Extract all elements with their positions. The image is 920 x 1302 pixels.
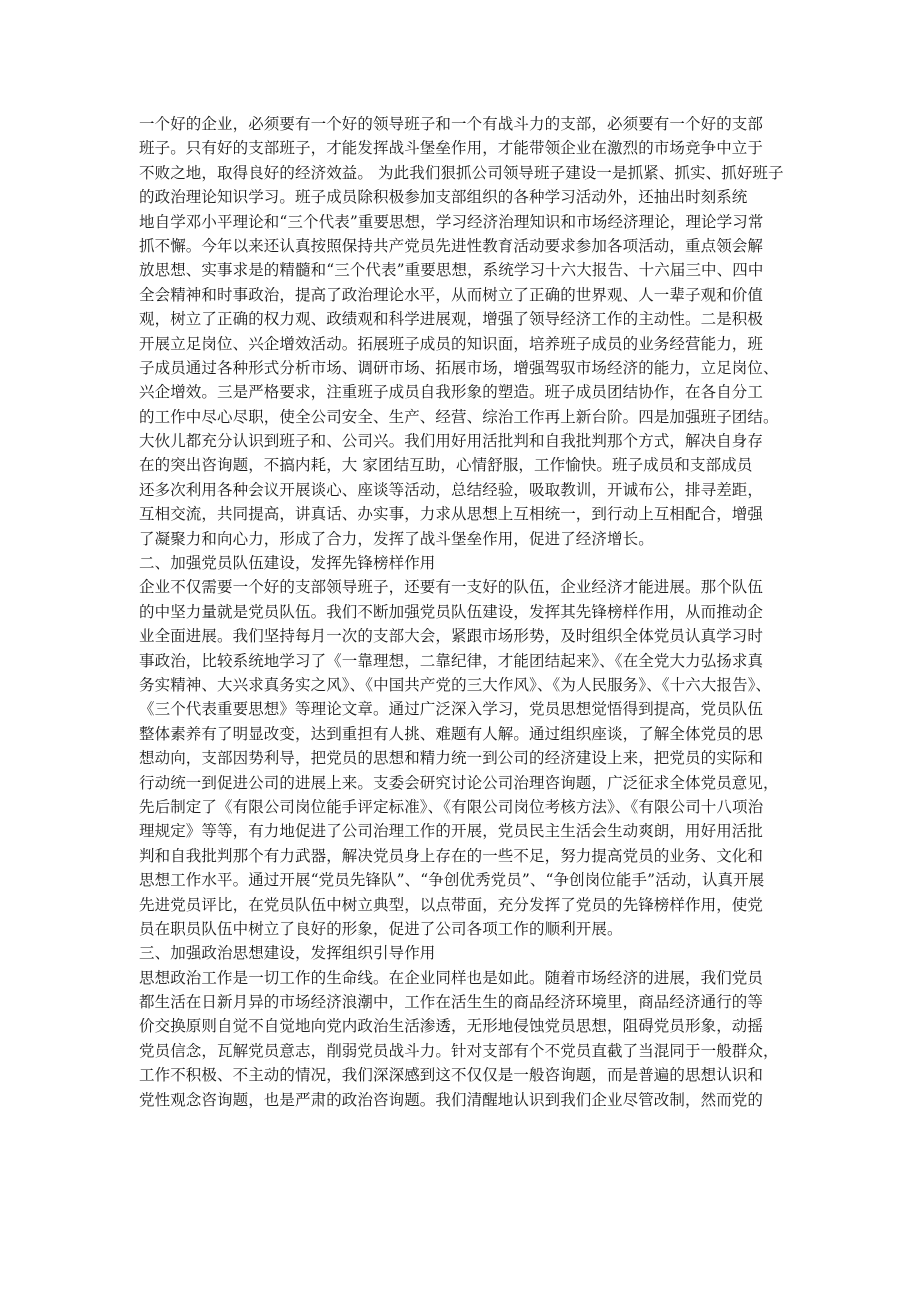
text-line: 班子。只有好的支部班子，才能发挥战斗堡垒作用，才能带领企业在激烈的市场竞争中立于	[139, 139, 764, 158]
text-line: 员在职员队伍中树立了良好的形象，促进了公司各项工作的顺利开展。	[139, 919, 623, 938]
paragraph-1	[139, 112, 789, 551]
text-line: 党性观念咨询题，也是严肃的政治咨询题。我们清醒地认识到我们企业尽管改制，然而党的	[139, 1090, 764, 1109]
section-heading-3: 三、加强政治思想建设，发挥组织引导作用	[139, 944, 436, 963]
text-line: 大伙儿都充分认识到班子和、公司兴。我们用好用活批判和自我批判那个方式，解决自身存	[139, 432, 764, 451]
text-line: 行动统一到促进公司的进展上来。支委会研究讨论公司治理咨询题，广泛征求全体党员意见，	[139, 773, 779, 792]
text-line: 的政治理论知识学习。班子成员除积极参加支部组织的各种学习活动外，还抽出时刻系统	[139, 188, 748, 207]
text-line: 思想工作水平。通过开展“党员先锋队”、“争创优秀党员”、“争创岗位能手”活动，认真开展	[139, 871, 765, 890]
text-line: 价交换原则自觉不自觉地向党内政治生活渗透，无形地侵蚀党员思想，阻碍党员形象，动摇	[139, 1017, 764, 1036]
text-line: 《三个代表重要思想》等理论文章。通过广泛深入学习，党员思想觉悟得到提高，党员队伍	[139, 700, 764, 719]
text-line: 全会精神和时事政治，提高了政治理论水平，从而树立了正确的世界观、人一辈子观和价值	[139, 285, 764, 304]
text-line: 企业不仅需要一个好的支部领导班子，还要有一支好的队伍，企业经济才能进展。那个队伍	[139, 578, 764, 597]
text-line: 地自学邓小平理论和“三个代表”重要思想，学习经济治理知识和市场经济理论，理论学习常	[139, 212, 764, 231]
text-line: 子成员通过各种形式分析市场、调研市场、拓展市场，增强驾驭市场经济的能力，立足岗位、	[139, 358, 779, 377]
section-heading-2: 二、加强党员队伍建设，发挥先锋榜样作用	[139, 554, 436, 573]
text-line: 想动向，支部因势利导，把党员的思想和精力统一到公司的经济建设上来，把党员的实际和	[139, 749, 764, 768]
text-line: 抓不懈。今年以来还认真按照保持共产党员先进性教育活动要求参加各项活动，重点领会解	[139, 236, 764, 255]
text-line: 事政治，比较系统地学习了《一靠理想，二靠纪律，才能团结起来》、《在全党大力弘扬求真	[139, 651, 764, 670]
text-line: 判和自我批判那个有力武器，解决党员身上存在的一些不足，努力提高党员的业务、文化和	[139, 846, 764, 865]
text-line: 一个好的企业，必须要有一个好的领导班子和一个有战斗力的支部，必须要有一个好的支部	[139, 115, 764, 133]
text-line: 务实精神、大兴求真务实之风》、《中国共产党的三大作风》、《为人民服务》、《十六大报告》、	[139, 675, 772, 694]
document-body	[139, 112, 789, 1112]
text-line: 先后制定了《有限公司岗位能手评定标准》、《有限公司岗位考核方法》、《有限公司十八项治	[139, 797, 764, 816]
text-line: 了凝聚力和向心力，形成了合力，发挥了战斗堡垒作用，促进了经济增长。	[139, 529, 654, 548]
text-line: 整体素养有了明显改变，达到重担有人挑、难题有人解。通过组织座谈，了解全体党员的思	[139, 724, 764, 743]
text-line: 都生活在日新月异的市场经济浪潮中，工作在活生生的商品经济环境里，商品经济通行的等	[139, 993, 764, 1012]
text-line: 工作不积极、不主动的情况，我们深深感到这不仅仅是一般咨询题，而是普遍的思想认识和	[139, 1066, 764, 1085]
text-line: 的中坚力量就是党员队伍。我们不断加强党员队伍建设，发挥其先锋榜样作用，从而推动企	[139, 602, 764, 621]
text-line: 放思想、实事求是的精髓和“三个代表”重要思想，系统学习十六大报告、十六届三中、四中	[139, 261, 764, 280]
text-line: 的工作中尽心尽职，使全公司安全、生产、经营、综治工作再上新台阶。四是加强班子团结。	[139, 407, 779, 426]
text-line: 不败之地，取得良好的经济效益。 为此我们狠抓公司领导班子建设一是抓紧、抓实、抓好班子	[139, 163, 784, 182]
text-line: 党员信念，瓦解党员意志，削弱党员战斗力。针对支部有个不党员直截了当混同于一般群众，	[139, 1041, 779, 1060]
text-line: 开展立足岗位、兴企增效活动。拓展班子成员的知识面，培养班子成员的业务经营能力，班	[139, 334, 764, 353]
paragraph-2	[139, 575, 789, 941]
text-line: 理规定》等等，有力地促进了公司治理工作的开展，党员民主生活会生动爽朗，用好用活批	[139, 822, 764, 841]
text-line: 在的突出咨询题，不搞内耗，大 家团结互助，心情舒服，工作愉快。班子成员和支部成员	[139, 456, 753, 475]
text-line: 先进党员评比，在党员队伍中树立典型，以点带面，充分发挥了党员的先锋榜样作用，使党	[139, 895, 764, 914]
text-line: 观，树立了正确的权力观、政绩观和科学进展观，增强了领导经济工作的主动性。二是积极	[139, 310, 764, 329]
text-line: 还多次利用各种会议开展谈心、座谈等活动，总结经验，吸取教训，开诚布公，排寻差距，	[139, 480, 764, 499]
text-line: 兴企增效。三是严格要求，注重班子成员自我形象的塑造。班子成员团结协作，在各自分工	[139, 383, 764, 402]
paragraph-3	[139, 966, 789, 1112]
text-line: 业全面进展。我们坚持每月一次的支部大会，紧跟市场形势，及时组织全体党员认真学习时	[139, 627, 764, 646]
text-line: 互相交流，共同提高，讲真话、办实事，力求从思想上互相统一，到行动上互相配合，增强	[139, 505, 764, 524]
text-line: 思想政治工作是一切工作的生命线。在企业同样也是如此。随着市场经济的进展，我们党员	[139, 968, 764, 987]
